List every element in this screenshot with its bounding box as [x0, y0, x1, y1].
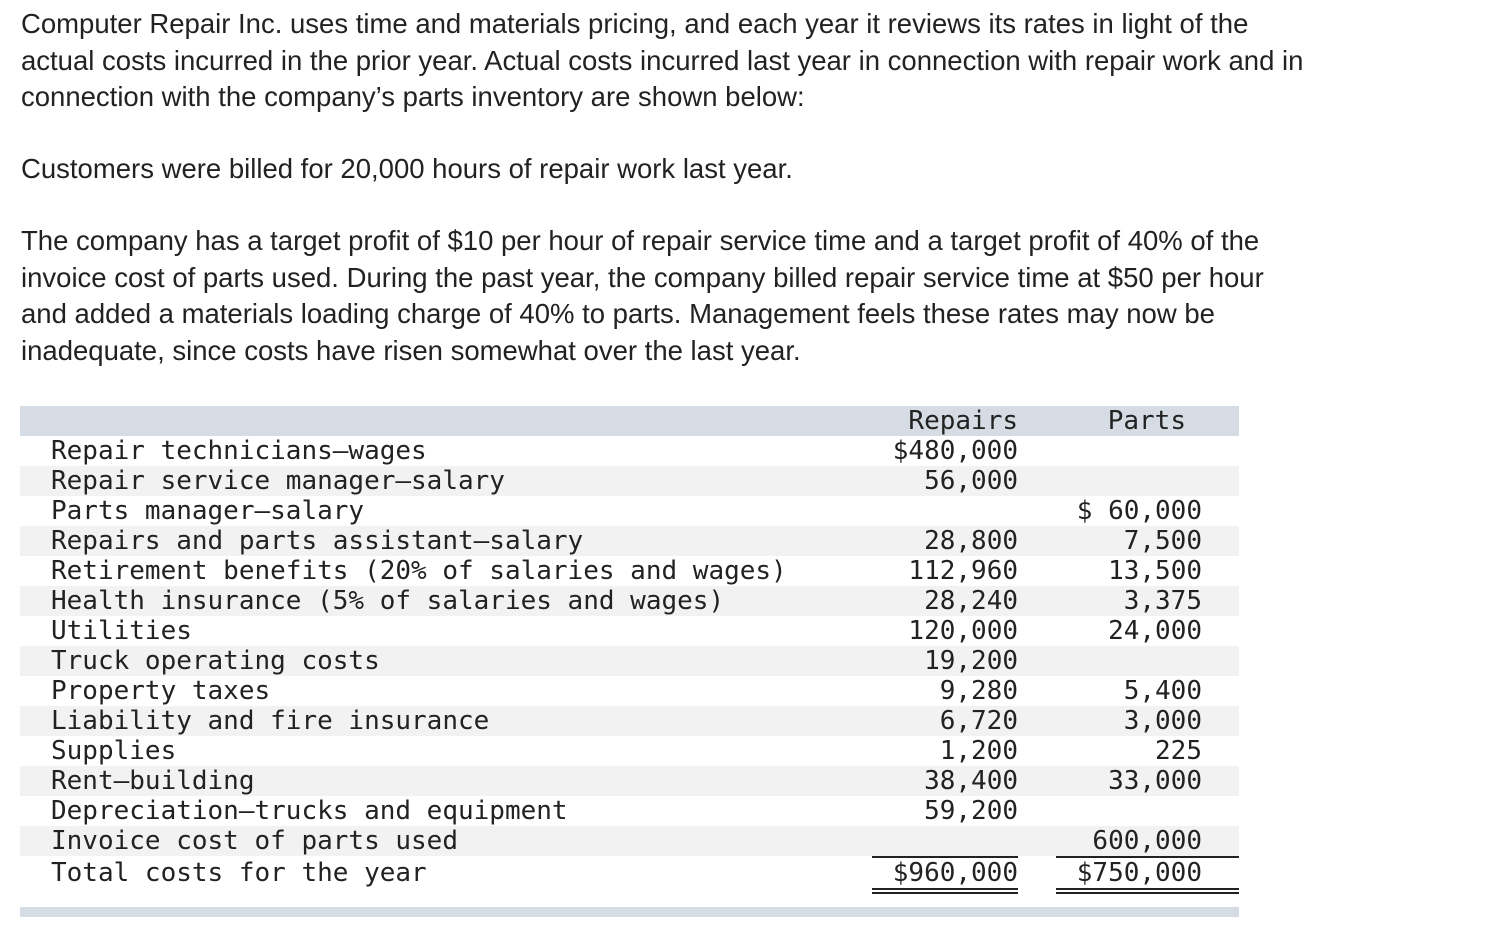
- intro-line: actual costs incurred in the prior year. Actual costs incurred last year in connection with repair work and in: [21, 44, 1304, 76]
- table-row: [20, 796, 1239, 826]
- row-label: Repair service manager—salary: [51, 466, 505, 496]
- row-label: Retirement benefits (20% of salaries and wages): [51, 556, 787, 586]
- parts-total-double-rule: [1056, 888, 1239, 890]
- cost-table: [20, 406, 1239, 917]
- table-row: [20, 646, 1239, 676]
- table-row: [20, 526, 1239, 556]
- repairs-value: $480,000: [892, 436, 1018, 466]
- row-label: Depreciation—trucks and equipment: [51, 796, 568, 826]
- repairs-value: 112,960: [908, 556, 1018, 586]
- table-row: [20, 556, 1239, 586]
- repairs-value: 28,800: [924, 526, 1018, 556]
- row-label: Utilities: [51, 616, 192, 646]
- parts-value: 3,000: [1123, 706, 1202, 736]
- intro-line: Computer Repair Inc. uses time and materials pricing, and each year it reviews its rates in light of the: [21, 8, 1249, 39]
- target-line: inadequate, since costs have risen somewhat over the last year.: [21, 334, 801, 366]
- parts-total-double-rule: [1056, 892, 1239, 894]
- repairs-value: 28,240: [924, 586, 1018, 616]
- repairs-value: 9,280: [939, 676, 1018, 706]
- row-label: Truck operating costs: [51, 646, 380, 676]
- row-label: Repairs and parts assistant—salary: [51, 526, 584, 556]
- parts-value: 225: [1155, 736, 1202, 766]
- table-row: [20, 826, 1239, 856]
- parts-total: $750,000: [1076, 858, 1202, 888]
- row-label: Parts manager—salary: [51, 496, 365, 526]
- repairs-total-double-rule: [872, 888, 1018, 890]
- parts-value: 7,500: [1123, 526, 1202, 556]
- table-row: [20, 676, 1239, 706]
- parts-value: 33,000: [1108, 766, 1202, 796]
- repairs-value: 38,400: [924, 766, 1018, 796]
- target-line: The company has a target profit of $10 per hour of repair service time and a target profit of 40% of the: [21, 225, 1260, 256]
- row-label: Supplies: [51, 736, 177, 766]
- parts-column-header: Parts: [1107, 406, 1186, 436]
- intro-paragraph: [21, 6, 1303, 116]
- table-row: [20, 736, 1239, 766]
- repairs-value: 1,200: [939, 736, 1018, 766]
- intro-line: connection with the company’s parts inventory are shown below:: [21, 81, 805, 112]
- parts-value: 24,000: [1108, 616, 1202, 646]
- table-row: [20, 766, 1239, 796]
- target-line: and added a materials loading charge of 40% to parts. Management feels these rates may now be: [21, 298, 1215, 329]
- repairs-total: $960,000: [892, 858, 1018, 888]
- table-row: [20, 436, 1239, 466]
- total-row: [20, 858, 1239, 888]
- row-label: Health insurance (5% of salaries and wages): [51, 586, 725, 616]
- repairs-value: 120,000: [908, 616, 1018, 646]
- row-label: Liability and fire insurance: [51, 706, 490, 736]
- hours-line: Customers were billed for 20,000 hours of repair work last year.: [21, 153, 793, 184]
- row-label: Repair technicians—wages: [51, 436, 427, 466]
- table-row: [20, 466, 1239, 496]
- hours-paragraph: [21, 151, 793, 188]
- repairs-column-header: Repairs: [908, 406, 1018, 436]
- parts-value: 3,375: [1123, 586, 1202, 616]
- parts-value: $ 60,000: [1076, 496, 1202, 526]
- repairs-total-double-rule: [872, 892, 1018, 894]
- table-row: [20, 706, 1239, 736]
- row-label: Invoice cost of parts used: [51, 826, 458, 856]
- parts-value: 5,400: [1123, 676, 1202, 706]
- table-footer-band: [20, 907, 1239, 917]
- table-row: [20, 586, 1239, 616]
- table-row: [20, 616, 1239, 646]
- repairs-value: 59,200: [924, 796, 1018, 826]
- target-line: invoice cost of parts used. During the past year, the company billed repair service time at $50 per hour: [21, 261, 1264, 293]
- repairs-value: 19,200: [924, 646, 1018, 676]
- repairs-value: 6,720: [939, 706, 1018, 736]
- target-paragraph: [21, 223, 1264, 369]
- table-row: [20, 496, 1239, 526]
- parts-value: 13,500: [1108, 556, 1202, 586]
- total-label: Total costs for the year: [51, 858, 427, 888]
- repairs-value: 56,000: [924, 466, 1018, 496]
- row-label: Property taxes: [51, 676, 271, 706]
- parts-value: 600,000: [1092, 826, 1202, 856]
- row-label: Rent—building: [51, 766, 255, 796]
